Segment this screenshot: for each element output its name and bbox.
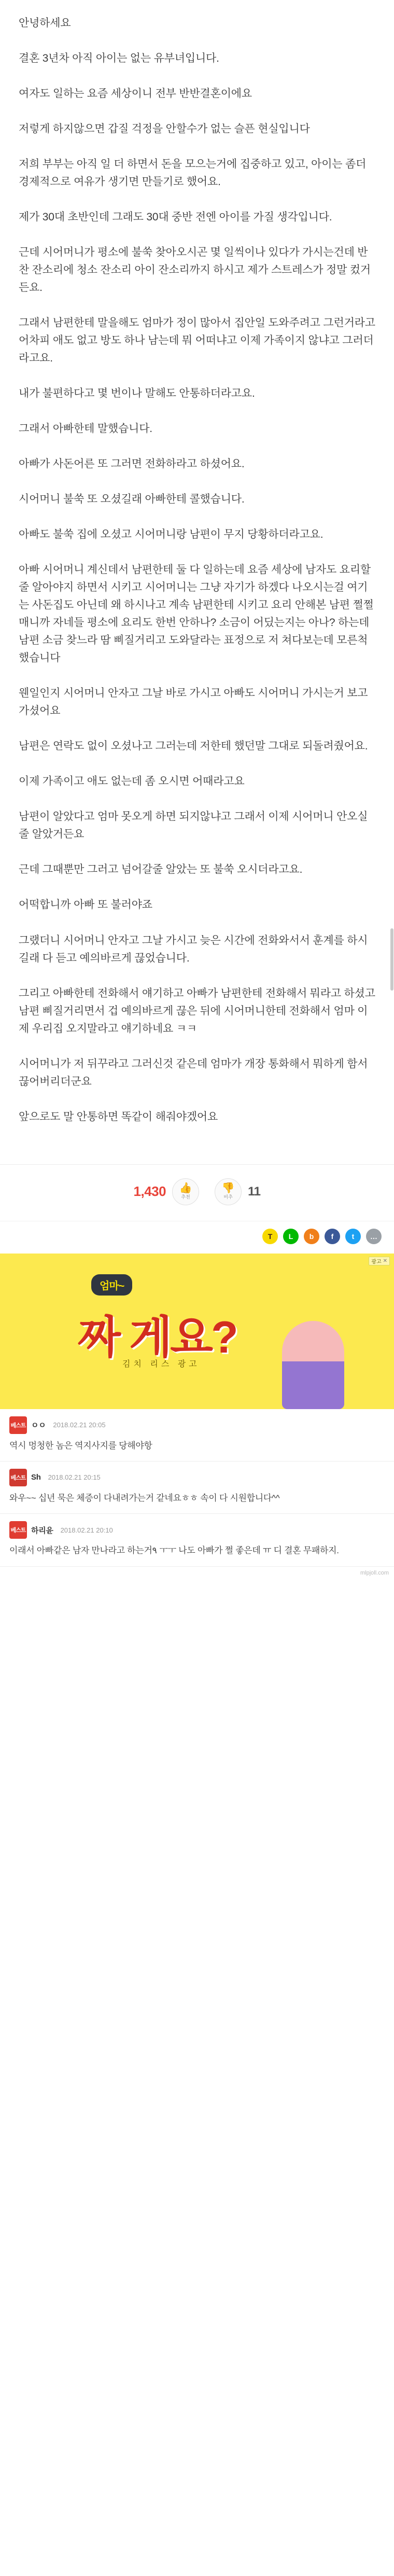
post-paragraph: 저희 부부는 아직 일 더 하면서 돈을 모으는거에 집중하고 있고, 아이는 좀더 경제적으로 여유가 생기면 만들기로 했어요. bbox=[19, 158, 369, 188]
post-paragraph: 아빠가 사돈어른 또 그러면 전화하라고 하셨어요. bbox=[19, 458, 245, 470]
post-paragraph: 안녕하세요 bbox=[19, 17, 71, 29]
post-paragraph: 어떡합니까 아빠 또 불러야죠 bbox=[19, 899, 152, 911]
recommend-count: 1,430 bbox=[133, 1183, 166, 1200]
comment-item bbox=[0, 1461, 394, 1514]
comment-body: 와우~~ 십년 묵은 체증이 다내려가는거 같네요ㅎㅎ 속이 다 시원합니다^^ bbox=[9, 1493, 280, 1503]
comment-body: 이래서 아빠같은 남자 만나라고 하는거٩ ㅜㅜ 나도 아빠가 쩔 좋은데 ㅠ 디 결혼 무패하지. bbox=[9, 1545, 339, 1556]
kakaotalk-share-icon[interactable]: T bbox=[262, 1229, 278, 1244]
ad-subline: 김치 리스 광고 bbox=[122, 1359, 200, 1369]
comment-date: 2018.02.21 20:15 bbox=[48, 1473, 101, 1482]
comment-author[interactable]: 하리윤 bbox=[31, 1526, 53, 1535]
more-share-icon[interactable]: … bbox=[366, 1229, 382, 1244]
ad-headline: 짜 게요? bbox=[78, 1312, 236, 1362]
post-paragraph: 그랬더니 시어머니 안자고 그날 가시고 늦은 시간에 전화와서서 훈계를 하시길래 다 듣고 예의바르게 끊었습니다. bbox=[19, 934, 368, 964]
comment-author[interactable]: Sh bbox=[31, 1473, 41, 1482]
post-paragraph: 시어머니 불쑥 또 오셨길래 아빠한테 콜했습니다. bbox=[19, 493, 245, 506]
post-paragraph: 이제 가족이고 애도 없는데 좀 오시면 어때라고요 bbox=[19, 775, 245, 788]
comment-date: 2018.02.21 20:05 bbox=[53, 1421, 106, 1429]
ad-label-group bbox=[369, 1257, 390, 1265]
post-paragraph: 결혼 3년차 아직 아이는 없는 유부녀입니다. bbox=[19, 52, 219, 65]
twitter-share-icon[interactable]: t bbox=[345, 1229, 361, 1244]
post-paragraph: 내가 불편하다고 몇 번이나 말해도 안통하더라고요. bbox=[19, 387, 255, 400]
comment-body: 역시 멍청한 놈은 역지사지를 당해야항 bbox=[9, 1440, 152, 1451]
comment-date: 2018.02.21 20:10 bbox=[60, 1526, 113, 1534]
comment-item bbox=[0, 1514, 394, 1566]
recommend-bar bbox=[0, 1164, 394, 1221]
line-share-icon[interactable]: L bbox=[283, 1229, 299, 1244]
post-paragraph: 앞으로도 말 안통하면 똑같이 해줘야겠어요 bbox=[19, 1110, 218, 1123]
post-paragraph: 근데 시어머니가 평소에 불쑥 찾아오시곤 몇 일씩이나 있다가 가시는건데 반찬 잔소리에 청소 잔소리 아이 잔소리까지 하시고 제가 스트레스가 정말 컸거든요. bbox=[19, 246, 371, 294]
ad-figure-image bbox=[282, 1321, 344, 1409]
comment-list bbox=[0, 1409, 394, 1567]
facebook-share-icon[interactable]: f bbox=[325, 1229, 340, 1244]
comment-header bbox=[9, 1469, 385, 1486]
post-paragraph: 아빠 시어머니 계신데서 남편한테 둘 다 일하는데 요즘 세상에 남자도 요리할줄 알아야지 하면서 시키고 시어머니는 그냥 자기가 하겠다 나오시는걸 여기는 사돈집도 아닌데 왜 하시나고 계속 남편한테 시키고 요리 안해본 남편 쩔쩔 매니까 자네들 평소에 요리도 한번 안하나? 소금이 어딨는지는 아나? 하는데 남편 소금 찾느라 땀 삐질거리고 도와달라는 표정으로 저 쳐다보는데 모른척 했습니다 bbox=[19, 564, 377, 664]
comment-author[interactable]: ㅇㅇ bbox=[31, 1421, 46, 1430]
post-paragraph: 아빠도 불쑥 집에 오셨고 시어머니랑 남편이 무지 당황하더라고요. bbox=[19, 528, 323, 541]
post-body bbox=[0, 0, 394, 1149]
recommend-button[interactable] bbox=[172, 1178, 199, 1205]
comment-header bbox=[9, 1416, 385, 1434]
not-recommend-label: 비추 bbox=[223, 1194, 233, 1200]
share-bar bbox=[0, 1221, 394, 1254]
avatar: 베스트 bbox=[9, 1469, 27, 1486]
not-recommend-button[interactable] bbox=[215, 1178, 242, 1205]
avatar: 베스트 bbox=[9, 1521, 27, 1539]
post-paragraph: 제가 30대 초반인데 그래도 30대 중반 전엔 아이를 가질 생각입니다. bbox=[19, 211, 332, 224]
thumbs-up-icon: 👍 bbox=[179, 1182, 192, 1194]
avatar: 베스트 bbox=[9, 1416, 27, 1434]
recommend-label: 추천 bbox=[181, 1194, 190, 1200]
post-paragraph: 그리고 아빠한테 전화해서 얘기하고 아빠가 남편한테 전화해서 뭐라고 하셨고 남편 삐질거리면서 겁 예의바르게 끊은 뒤에 시어머니한테 전화해서 엄마 이제 우리집 오지말라고 얘기하네요 ㅋㅋ bbox=[19, 987, 378, 1035]
post-paragraph: 그래서 아빠한테 말했습니다. bbox=[19, 423, 152, 435]
post-paragraph: 남편은 연락도 없이 오셨나고 그러는데 저한테 했던말 그대로 되돌려줬어요. bbox=[19, 740, 368, 753]
not-recommend-group bbox=[215, 1178, 260, 1205]
band-share-icon[interactable]: b bbox=[304, 1229, 319, 1244]
not-recommend-count: 11 bbox=[248, 1184, 261, 1199]
post-paragraph: 근데 그때뿐만 그러고 넘어갈줄 알았는 또 불쑥 오시더라고요. bbox=[19, 864, 303, 876]
post-paragraph: 저렇게 하지않으면 갑질 걱정을 안할수가 없는 슬픈 현실입니다 bbox=[19, 123, 310, 135]
post-paragraph: 웬일인지 시어머니 안자고 그날 바로 가시고 아빠도 시어머니 가시는거 보고 가셨어요 bbox=[19, 687, 371, 717]
watermark: mlpjoll.com bbox=[360, 1569, 389, 1576]
ad-pill-text: 엄마~ bbox=[91, 1274, 132, 1296]
post-paragraph: 남편이 알았다고 엄마 못오게 하면 되지않냐고 그래서 이제 시어머니 안오실줄 알았거든요 bbox=[19, 811, 368, 841]
recommend-group bbox=[134, 1178, 200, 1205]
post-paragraph: 여자도 일하는 요즘 세상이니 전부 반반결혼이에요 bbox=[19, 88, 252, 100]
comment-header bbox=[9, 1521, 385, 1539]
close-icon[interactable]: ✕ bbox=[383, 1258, 387, 1264]
comment-item bbox=[0, 1409, 394, 1461]
ad-banner[interactable] bbox=[0, 1254, 394, 1409]
post-paragraph: 시어머니가 저 뒤꾸라고 그러신것 같은데 엄마가 개장 통화해서 뭐하게 함서 끊어버리더군요 bbox=[19, 1057, 371, 1088]
post-paragraph: 그래서 남편한테 말을해도 엄마가 정이 많아서 집안일 도와주려고 그런거라고 어차피 애도 없고 방도 하나 남는데 뭐 어떠냐고 이제 가족이지 않냐고 그러더라고요. bbox=[19, 317, 378, 365]
thumbs-down-icon: 👎 bbox=[221, 1182, 235, 1194]
page-scrollbar[interactable] bbox=[390, 0, 394, 2576]
ad-label-text: 광고 bbox=[371, 1259, 382, 1265]
scrollbar-thumb[interactable] bbox=[390, 928, 393, 991]
